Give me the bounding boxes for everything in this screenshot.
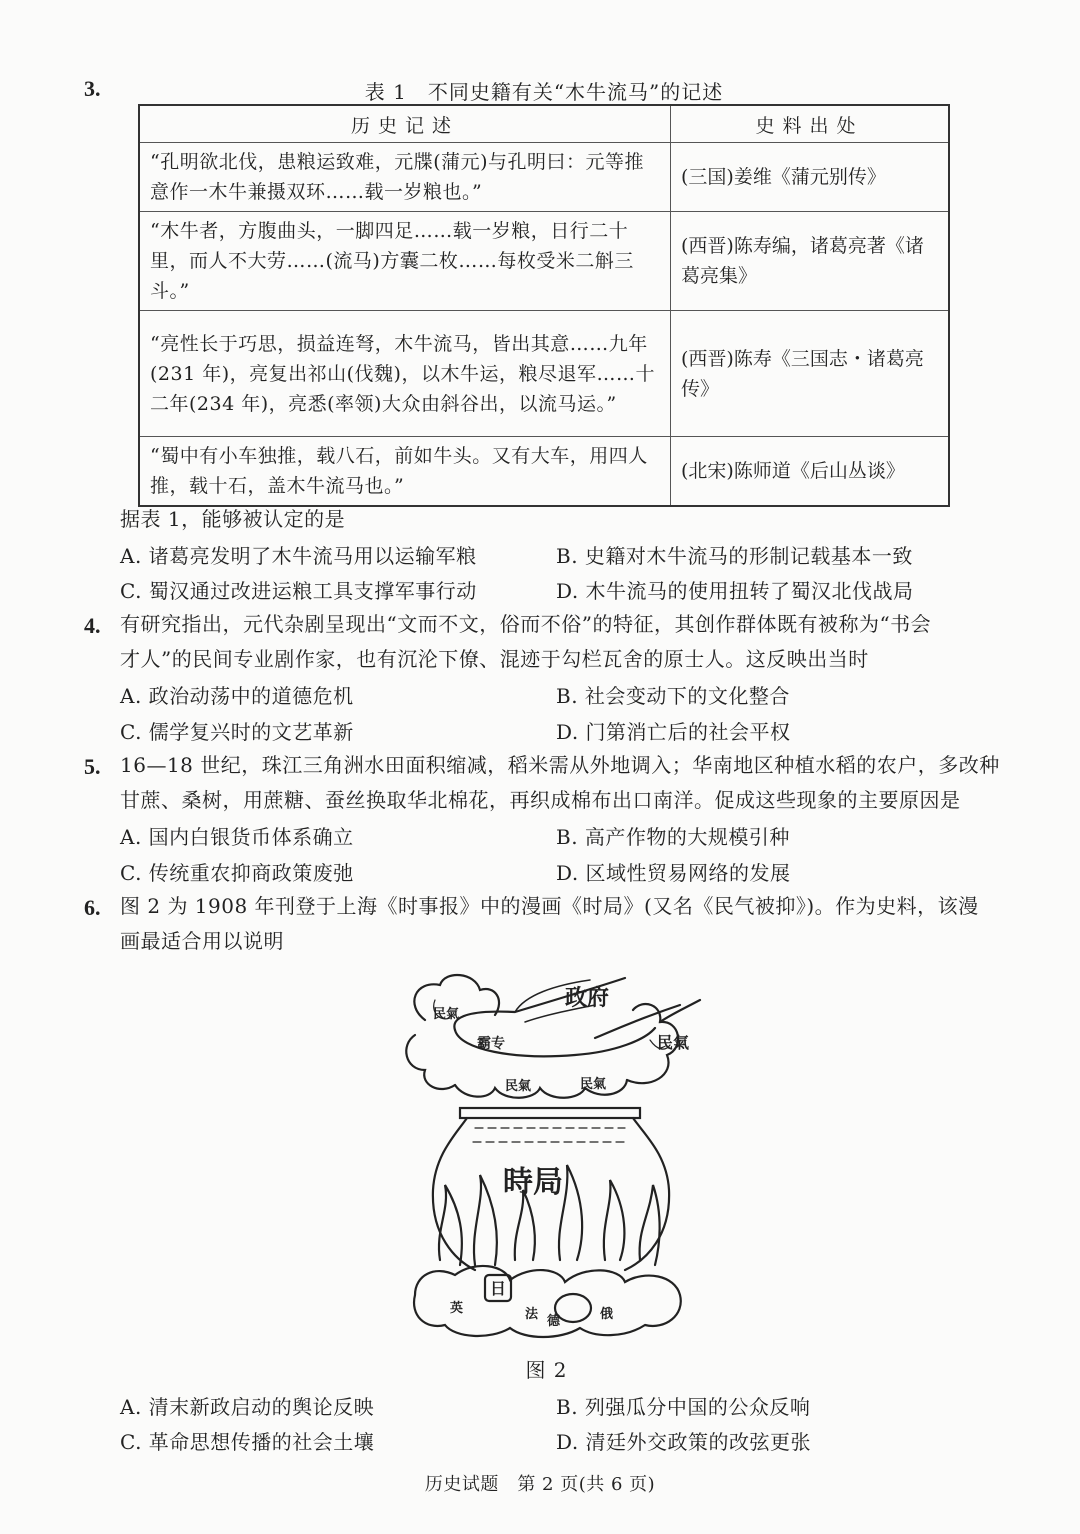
q3-option-d[interactable]: D. 木牛流马的使用扭转了蜀汉北伐战局 <box>556 579 914 603</box>
q4-option-a[interactable]: A. 政治动荡中的道德危机 <box>120 684 354 708</box>
label-popular-sentiment-left: 民氣 <box>433 1007 460 1022</box>
question-6-stem-line2: 画最适合用以说明 <box>120 929 284 953</box>
label-popular-sentiment-mid1: 民氣 <box>505 1079 532 1094</box>
label-germany: 德 <box>547 1314 561 1329</box>
q6-option-b[interactable]: B. 列强瓜分中国的公众反响 <box>556 1395 811 1419</box>
q5-option-c[interactable]: C. 传统重农抑商政策废弛 <box>120 861 354 885</box>
label-france: 法 <box>525 1307 539 1322</box>
q5-option-b[interactable]: B. 高产作物的大规模引种 <box>556 825 790 849</box>
q3-option-c[interactable]: C. 蜀汉通过改进运粮工具支撑军事行动 <box>120 579 477 603</box>
table-row <box>139 311 949 437</box>
cartoon-figure <box>395 960 705 1345</box>
header-source: 史料出处 <box>671 105 950 143</box>
question-number-6: 6. <box>84 895 101 920</box>
table-header-row <box>139 105 949 143</box>
q6-option-c[interactable]: C. 革命思想传播的社会土壤 <box>120 1430 375 1454</box>
page-footer: 历史试题 第 2 页(共 6 页) <box>424 1474 656 1495</box>
table-row <box>139 437 949 507</box>
q6-option-a[interactable]: A. 清末新政启动的舆论反映 <box>120 1395 375 1419</box>
question-number-5: 5. <box>84 754 101 779</box>
record-cell: “木牛者，方腹曲头，一脚四足……载一岁粮，日行二十里，而人不大劳……(流马)方囊二枚……每枚受米二斛三斗。” <box>139 212 671 311</box>
record-cell: “蜀中有小车独推，载八石，前如牛头。又有大车，用四人推，载十石，盖木牛流马也。” <box>139 437 671 507</box>
q4-option-c[interactable]: C. 儒学复兴时的文艺革新 <box>120 720 354 744</box>
label-russia: 俄 <box>600 1307 614 1322</box>
label-popular-sentiment-mid2: 民氣 <box>580 1077 607 1092</box>
question-4-stem-line2: 才人”的民间专业剧作家，也有沉沦下僚、混迹于勾栏瓦舍的原士人。这反映出当时 <box>120 647 869 671</box>
question-number-3: 3. <box>84 76 101 101</box>
question-5-stem-line1: 16—18 世纪，珠江三角洲水田面积缩减，稻米需从外地调入；华南地区种植水稻的农户，多改种 <box>120 753 1000 777</box>
q5-option-d[interactable]: D. 区域性贸易网络的发展 <box>556 861 791 885</box>
source-cell: (三国)姜维《蒲元别传》 <box>671 143 950 212</box>
table-caption: 表 1 不同史籍有关“木牛流马”的记述 <box>364 80 724 104</box>
figure-caption: 图 2 <box>525 1358 568 1382</box>
label-tyranny: 霸专 <box>477 1036 505 1052</box>
q3-option-a[interactable]: A. 诸葛亮发明了木牛流马用以运输军粮 <box>120 544 477 568</box>
table-row <box>139 143 949 212</box>
question-5-stem-line2: 甘蔗、桑树，用蔗糖、蚕丝换取华北棉花，再织成棉布出口南洋。促成这些现象的主要原因是 <box>120 788 961 812</box>
source-cell: (西晋)陈寿《三国志・诸葛亮传》 <box>671 311 950 437</box>
source-cell: (北宋)陈师道《后山丛谈》 <box>671 437 950 507</box>
question-4-stem-line1: 有研究指出，元代杂剧呈现出“文而不文，俗而不俗”的特征，其创作群体既有被称为“书会 <box>120 612 932 636</box>
q6-option-d[interactable]: D. 清廷外交政策的改弦更张 <box>556 1430 812 1454</box>
records-table <box>138 104 950 507</box>
question-number-4: 4. <box>84 613 101 638</box>
label-england: 英 <box>450 1301 464 1316</box>
q4-option-b[interactable]: B. 社会变动下的文化整合 <box>556 684 790 708</box>
record-cell: “亮性长于巧思，损益连弩，木牛流马，皆出其意……九年(231 年)，亮复出祁山(伐魏)，以木牛运，粮尽退军……十二年(234 年)，亮悉(率领)大众由斜谷出，以流马运。” <box>139 311 671 437</box>
label-situation: 時局 <box>503 1165 563 1200</box>
q4-option-d[interactable]: D. 门第消亡后的社会平权 <box>556 720 791 744</box>
question-3-stem: 据表 1，能够被认定的是 <box>120 507 346 531</box>
label-popular-sentiment-right: 民氣 <box>657 1033 690 1052</box>
table-row <box>139 212 949 311</box>
question-6-stem-line1: 图 2 为 1908 年刊登于上海《时事报》中的漫画《时局》(又名《民气被抑》)。作为史料，该漫 <box>120 894 979 918</box>
header-record: 历史记述 <box>139 105 671 143</box>
label-government: 政府 <box>565 985 610 1011</box>
cartoon-illustration <box>395 960 705 1345</box>
record-cell: “孔明欲北伐，患粮运致难，元牒(蒲元)与孔明曰：元等推意作一木牛兼摄双环……载一岁粮也。” <box>139 143 671 212</box>
q5-option-a[interactable]: A. 国内白银货币体系确立 <box>120 825 354 849</box>
label-japan: 日 <box>490 1279 507 1298</box>
source-cell: (西晋)陈寿编，诸葛亮著《诸葛亮集》 <box>671 212 950 311</box>
q3-option-b[interactable]: B. 史籍对木牛流马的形制记载基本一致 <box>556 544 913 568</box>
